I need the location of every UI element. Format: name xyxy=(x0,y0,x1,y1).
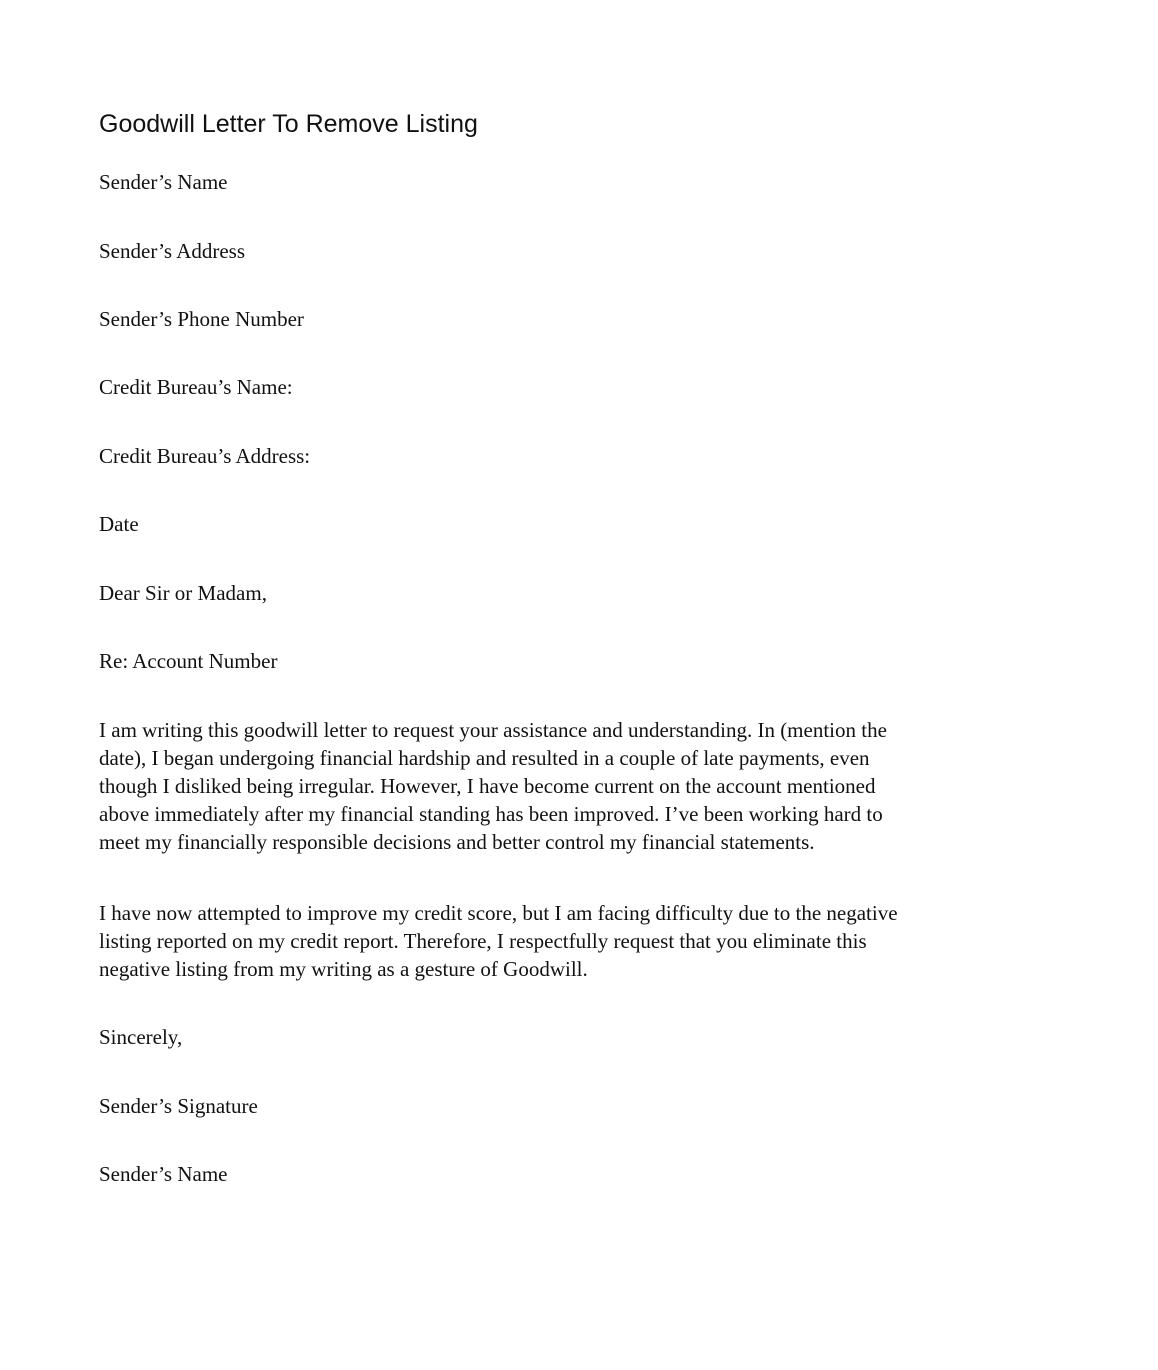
body-paragraph-1 xyxy=(99,716,1059,856)
closing: Sincerely, xyxy=(99,1025,183,1049)
sender-name: Sender’s Name xyxy=(99,170,228,194)
paragraph-line: negative listing from my writing as a gesture of Goodwill. xyxy=(99,957,588,981)
sender-address: Sender’s Address xyxy=(99,239,246,263)
letter-date: Date xyxy=(99,512,139,536)
paragraph-line: meet my financially responsible decisions and better control my financial statements. xyxy=(99,830,815,854)
paragraph-line: though I disliked being irregular. However, I have become current on the account mentioned xyxy=(99,774,876,798)
paragraph-line: I have now attempted to improve my credit score, but I am facing difficulty due to the negative xyxy=(99,901,898,925)
document-title: Goodwill Letter To Remove Listing xyxy=(99,110,478,138)
sender-phone: Sender’s Phone Number xyxy=(99,307,304,331)
re-line: Re: Account Number xyxy=(99,649,278,673)
closing-sender-name: Sender’s Name xyxy=(99,1162,228,1186)
paragraph-line: above immediately after my financial standing has been improved. I’ve been working hard to xyxy=(99,802,883,826)
bureau-name: Credit Bureau’s Name: xyxy=(99,375,293,399)
paragraph-line: listing reported on my credit report. Therefore, I respectfully request that you eliminate this xyxy=(99,929,867,953)
paragraph-line: date), I began undergoing financial hardship and resulted in a couple of late payments, even xyxy=(99,746,870,770)
salutation: Dear Sir or Madam, xyxy=(99,581,267,605)
paragraph-line: I am writing this goodwill letter to request your assistance and understanding. In (mention the xyxy=(99,718,887,742)
signature-line: Sender’s Signature xyxy=(99,1094,258,1118)
bureau-address: Credit Bureau’s Address: xyxy=(99,444,311,468)
body-paragraph-2 xyxy=(99,899,1059,983)
